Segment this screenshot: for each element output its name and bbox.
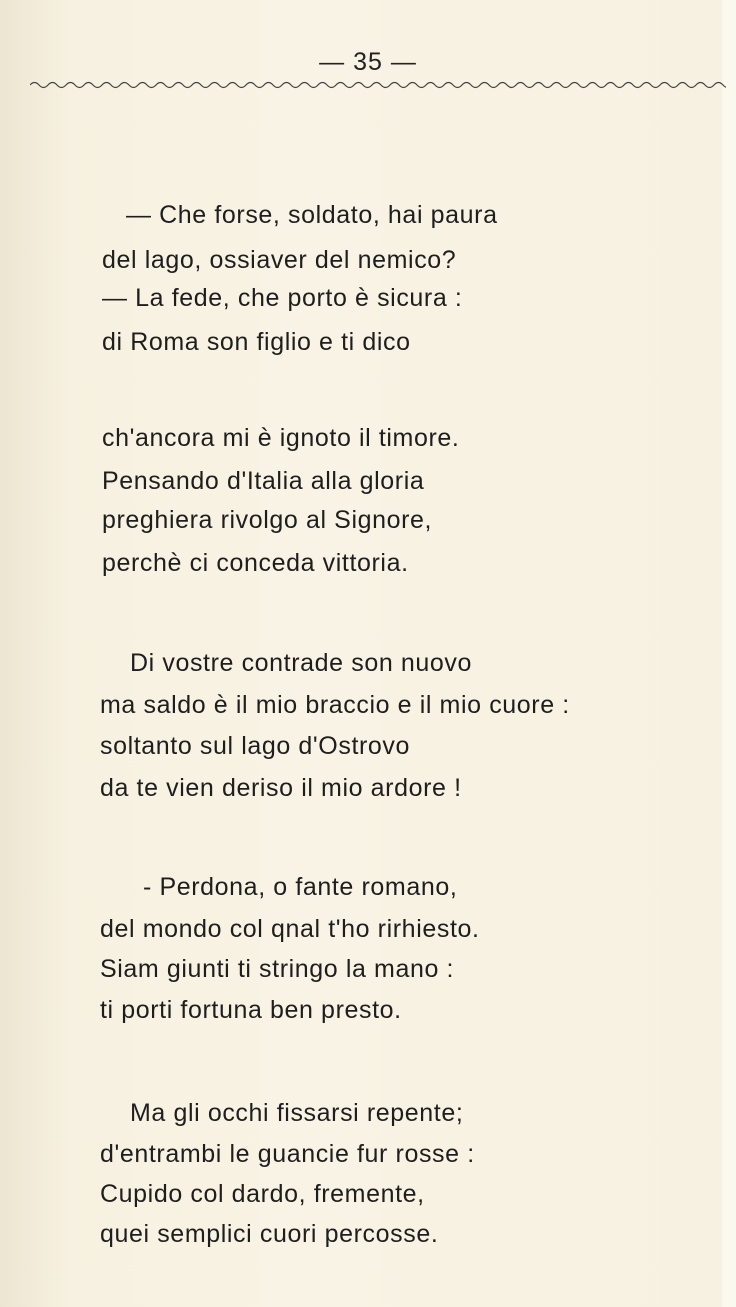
poem-line: d'entrambi le guancie fur rosse : — [100, 1140, 475, 1168]
poem-line: preghiera rivolgo al Signore, — [102, 506, 433, 534]
poem-line: Pensando d'Italia alla gloria — [102, 467, 425, 495]
poem-line: perchè ci conceda vittoria. — [102, 549, 409, 577]
poem-line: Siam giunti ti stringo la mano : — [100, 955, 455, 983]
page-number: — 35 — — [319, 48, 417, 76]
poem-line: ch'ancora mi è ignoto il timore. — [102, 424, 460, 452]
poem-line: — Che forse, soldato, hai paura — [126, 201, 498, 229]
page-edge — [722, 0, 736, 1307]
poem-line: del mondo col qnal t'ho rirhiesto. — [100, 915, 480, 943]
poem-line: soltanto sul lago d'Ostrovo — [100, 732, 411, 760]
poem-line: ma saldo è il mio braccio e il mio cuore : — [100, 691, 570, 719]
poem-line: - Perdona, o fante romano, — [143, 873, 458, 901]
poem-line: Ma gli occhi fissarsi repente; — [130, 1099, 464, 1127]
page-shading — [0, 0, 70, 1307]
poem-line: del lago, ossiaver del nemico? — [102, 246, 457, 274]
poem-line: da te vien deriso il mio ardore ! — [100, 774, 462, 802]
poem-line: Cupido col dardo, fremente, — [100, 1180, 425, 1208]
wavy-rule — [30, 76, 726, 94]
poem-line: di Roma son figlio e ti dico — [102, 328, 411, 356]
poem-line: — La fede, che porto è sicura : — [102, 284, 463, 312]
poem-line: quei semplici cuori percosse. — [100, 1220, 439, 1248]
poem-line: Di vostre contrade son nuovo — [130, 649, 472, 677]
poem-line: ti porti fortuna ben presto. — [100, 996, 402, 1024]
